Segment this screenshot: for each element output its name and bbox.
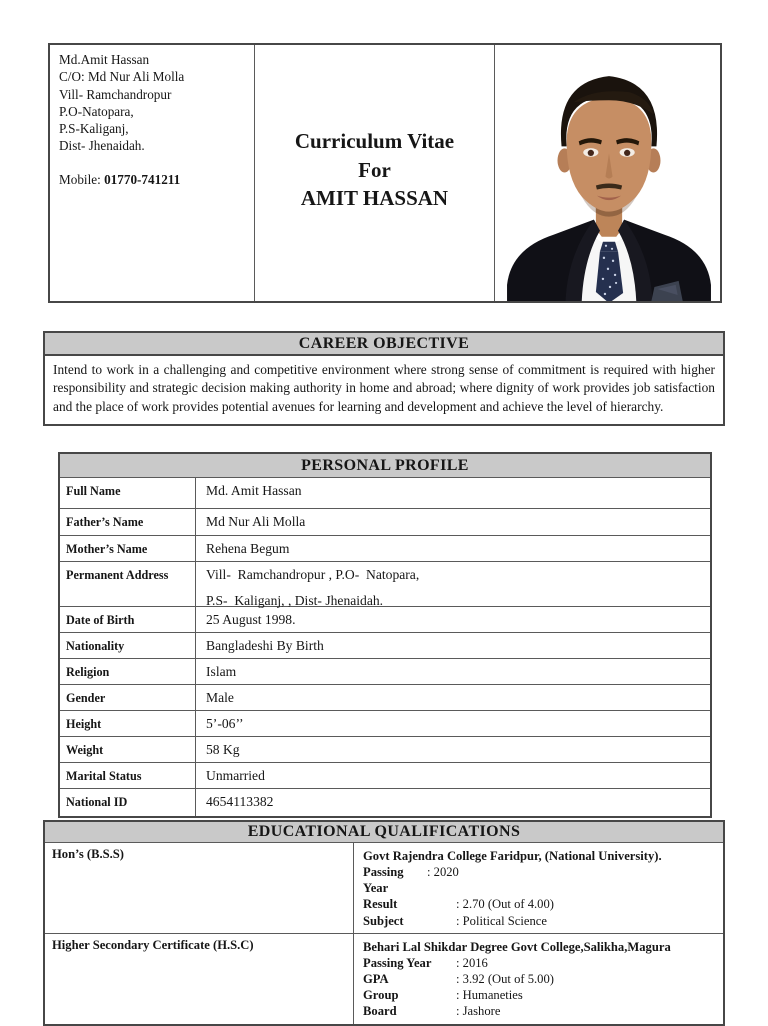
institution-name: Behari Lal Shikdar Degree Govt College,Salikha,Magura bbox=[363, 939, 671, 954]
contact-care-of: C/O: Md Nur Ali Molla bbox=[59, 69, 185, 85]
profile-label: Nationality bbox=[60, 633, 196, 658]
detail-value: : Jashore bbox=[456, 1004, 501, 1019]
detail-value: : 2020 bbox=[427, 865, 459, 879]
degree-name: Higher Secondary Certificate (H.S.C) bbox=[45, 934, 354, 1024]
personal-profile-section bbox=[58, 452, 712, 818]
education-row-hsc bbox=[45, 934, 723, 1024]
detail-row-subject bbox=[363, 913, 717, 929]
detail-label: Passing Year bbox=[363, 955, 432, 970]
profile-label: Date of Birth bbox=[60, 607, 196, 632]
cv-title-line3: AMIT HASSAN bbox=[300, 186, 449, 211]
profile-value: Rehena Begum bbox=[206, 541, 290, 556]
education-row-honours bbox=[45, 843, 723, 934]
detail-row-board bbox=[363, 1003, 717, 1019]
profile-row-permanent-address bbox=[60, 562, 710, 607]
profile-value: Islam bbox=[206, 664, 237, 679]
address-line-1: Vill- Ramchandropur , P.O- Natopara, bbox=[206, 567, 420, 582]
profile-value: 4654113382 bbox=[206, 794, 274, 809]
profile-label: Full Name bbox=[60, 478, 196, 508]
profile-label: Mother’s Name bbox=[60, 536, 196, 561]
contact-post-office: P.O-Natopara, bbox=[59, 103, 134, 119]
degree-details bbox=[354, 843, 723, 933]
profile-row-nationality bbox=[60, 633, 710, 659]
detail-value: : 3.92 (Out of 5.00) bbox=[456, 972, 554, 987]
detail-row-group bbox=[363, 987, 717, 1003]
mobile-label: Mobile: bbox=[59, 171, 101, 187]
contact-block bbox=[50, 45, 255, 301]
detail-value: : 2.70 (Out of 4.00) bbox=[456, 897, 554, 912]
education-heading: EDUCATIONAL QUALIFICATIONS bbox=[45, 822, 723, 843]
profile-row-date-of-birth bbox=[60, 607, 710, 633]
profile-row-weight bbox=[60, 737, 710, 763]
detail-row-gpa bbox=[363, 971, 717, 987]
contact-police-station: P.S-Kaliganj, bbox=[59, 121, 129, 137]
mobile-number: 01770-741211 bbox=[104, 171, 181, 187]
profile-label: Marital Status bbox=[60, 763, 196, 788]
detail-row-passing-year bbox=[363, 955, 717, 971]
profile-label: Weight bbox=[60, 737, 196, 762]
profile-value: Md Nur Ali Molla bbox=[206, 514, 306, 529]
profile-value bbox=[196, 562, 710, 606]
profile-row-fathers-name bbox=[60, 509, 710, 536]
contact-village: Vill- Ramchandropur bbox=[59, 86, 172, 102]
detail-row-passing-year bbox=[363, 864, 717, 896]
cv-title-line2: For bbox=[358, 157, 391, 182]
personal-profile-heading: PERSONAL PROFILE bbox=[60, 454, 710, 478]
address-line-2: P.S- Kaliganj, , Dist- Jhenaidah. bbox=[206, 593, 384, 608]
detail-value: : Political Science bbox=[456, 913, 547, 928]
profile-row-national-id bbox=[60, 789, 710, 816]
profile-value: Md. Amit Hassan bbox=[206, 483, 302, 498]
profile-label: Permanent Address bbox=[60, 562, 196, 606]
profile-label: Height bbox=[60, 711, 196, 736]
profile-value: Bangladeshi By Birth bbox=[206, 638, 324, 653]
cv-title-line1: Curriculum Vitae bbox=[294, 129, 455, 154]
profile-label: National ID bbox=[60, 789, 196, 816]
detail-value: : Humaneties bbox=[456, 988, 523, 1003]
profile-row-height bbox=[60, 711, 710, 737]
detail-label: Result bbox=[363, 897, 398, 912]
profile-row-gender bbox=[60, 685, 710, 711]
photo-cell bbox=[495, 45, 720, 301]
contact-name: Md.Amit Hassan bbox=[59, 52, 150, 67]
detail-label: Group bbox=[363, 988, 399, 1003]
header-card bbox=[48, 43, 722, 303]
education-section bbox=[43, 820, 725, 1026]
profile-label: Father’s Name bbox=[60, 509, 196, 535]
detail-label: Subject bbox=[363, 913, 404, 928]
profile-row-religion bbox=[60, 659, 710, 685]
career-objective-heading: CAREER OBJECTIVE bbox=[43, 331, 725, 356]
degree-details bbox=[354, 934, 723, 1024]
degree-name: Hon’s (B.S.S) bbox=[45, 843, 354, 933]
profile-row-mothers-name bbox=[60, 536, 710, 562]
detail-label: Board bbox=[363, 1004, 397, 1019]
mobile-line bbox=[59, 172, 248, 188]
portrait-illustration bbox=[503, 50, 715, 301]
detail-label: Passing Year bbox=[363, 865, 404, 896]
profile-label: Religion bbox=[60, 659, 196, 684]
profile-label: Gender bbox=[60, 685, 196, 710]
profile-row-marital-status bbox=[60, 763, 710, 789]
detail-row-result bbox=[363, 896, 717, 912]
portrait-photo bbox=[503, 50, 715, 301]
profile-value: 58 Kg bbox=[206, 742, 240, 757]
profile-value: 25 August 1998. bbox=[206, 612, 296, 627]
contact-district: Dist- Jhenaidah. bbox=[59, 138, 145, 154]
detail-label: GPA bbox=[363, 972, 389, 987]
institution-name: Govt Rajendra College Faridpur, (National University). bbox=[363, 849, 662, 863]
profile-value: Male bbox=[206, 690, 234, 705]
career-objective-section bbox=[43, 331, 725, 426]
profile-value: 5’-06’’ bbox=[206, 716, 244, 731]
career-objective-text: Intend to work in a challenging and competitive environment where strong sense of commitment is required with higher responsibility and strategic decision making authority in home and abroad; where dignity of work provides job satisfaction and the place of work provides potential avenues for learning and development and achieve the level of hierarchy. bbox=[43, 356, 725, 426]
profile-row-full-name bbox=[60, 478, 710, 509]
detail-value: : 2016 bbox=[456, 955, 488, 970]
cv-title-block bbox=[255, 45, 495, 301]
profile-value: Unmarried bbox=[206, 768, 265, 783]
